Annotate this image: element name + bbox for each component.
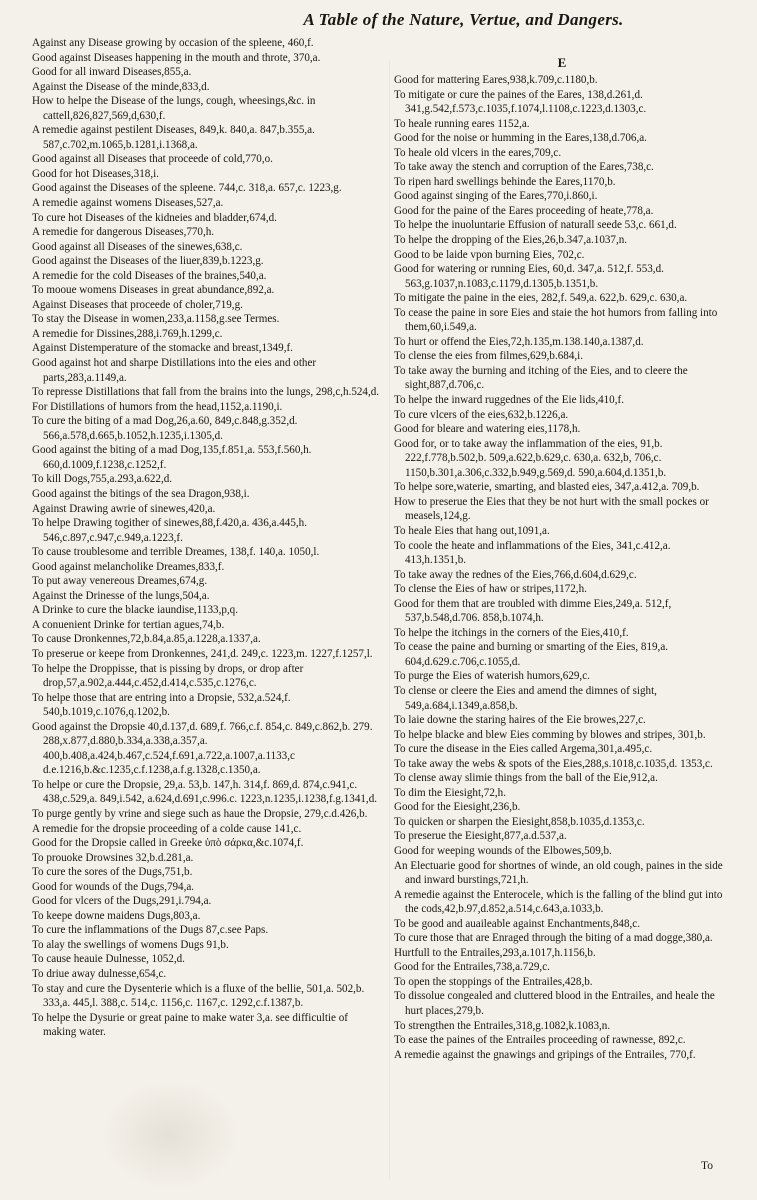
index-entry: To purge gently by vrine and siege such as haue the Dropsie, 279,c.d.426,b. [32, 807, 368, 820]
index-entry: To stay and cure the Dysenterie which is a fluxe of the bellie, 501,a. 502,b. 333,a. 445,l. 388,c. 514,c. 1156,c. 1167,c. 1292,c.f.1387,b. [32, 982, 365, 1010]
index-entry: Against the Disease of the minde,833,d. [32, 80, 210, 93]
index-entry: To helpe the itchings in the corners of the Eies,410,f. [394, 626, 629, 639]
index-entry: Against Diseases that proceede of choler,719,g. [32, 298, 243, 311]
page-stain [100, 1080, 240, 1190]
index-entry: Good for them that are troubled with dimme Eies,249,a. 512,f, 537,b.548,d.706. 858,b.1074,h. [394, 597, 672, 625]
index-entry: Good for bleare and watering eies,1178,h. [394, 423, 581, 436]
index-entry: Good against the Diseases of the spleene. 744,c. 318,a. 657,c. 1223,g. [32, 182, 342, 195]
index-entry: To keepe downe maidens Dugs,803,a. [32, 909, 201, 922]
index-entry: Good for the Entrailes,738,a.729,c. [394, 961, 550, 974]
index-entry: Good against the biting of a mad Dog,135,f.851,a. 553,f.560,h. 660,d.1009,f.1238,c.1252,f. [32, 444, 312, 471]
index-entry: Good for the Dropsie called in Greeke ὑπὸ σάρκα,&c.1074,f. [32, 837, 304, 850]
index-entry: To helpe those that are entring into a Dropsie, 532,a.524,f. 540,b.1019,c.1076,q.1202,b. [32, 691, 291, 719]
index-entry: To heale Eies that hang out,1091,a. [394, 524, 550, 537]
index-entry: Good for the noise or humming in the Eares,138,d.706,a. [394, 132, 647, 145]
index-entry: To cure the inflammations of the Dugs 87,c.see Paps. [32, 924, 269, 937]
index-entry: To cure the biting of a mad Dog,26,a.60, 849,c.848,g.352,d. 566,a.578,d.665,b.1052,h.1235,i.1305,d. [32, 415, 298, 442]
index-entry: Good against singing of the Eares,770,i.860,i. [394, 190, 598, 203]
index-entry: To preserue or keepe from Dronkennes, 241,d. 249,c. 1223,m. 1227,f.1257,l. [32, 647, 373, 660]
index-entry: To mitigate or cure the paines of the Eares, 138,d.261,d. 341,g.542,f.573,c.1035,f.1074,l.1108,c.1223,d.1303,c. [394, 88, 647, 116]
index-entry: To clense the Eies of haw or stripes,1172,h. [394, 583, 587, 596]
index-entry: Good against the Diseases of the liuer,839,b.1223,g. [32, 255, 264, 268]
index-entry: To coole the heate and inflammations of the Eies, 341,c.412,a. 413,h.1351,b. [394, 539, 671, 567]
index-entry: Good to be laide vpon burning Eies, 702,c. [394, 248, 585, 261]
index-entry: Good for weeping wounds of the Elbowes,509,b. [394, 844, 612, 857]
left-column [32, 36, 384, 1182]
catchword: To [701, 1160, 713, 1172]
index-entry: To helpe the inward ruggednes of the Eie lids,410,f. [394, 394, 624, 407]
index-entry: To cause troublesome and terrible Dreames, 138,f. 140,a. 1050,l. [32, 546, 320, 559]
index-entry: To driue away dulnesse,654,c. [32, 968, 167, 980]
index-entry: To cause Dronkennes,72,b.84,a.85,a.1228,a.1337,a. [32, 633, 261, 646]
index-entry: To ease the paines of the Entrailes proceeding of rawnesse, 892,c. [394, 1034, 686, 1047]
index-entry: Good for the Eiesight,236,b. [394, 801, 521, 814]
index-entry: To put away venereous Dreames,674,g. [32, 575, 208, 588]
index-entry: Good against the Dropsie 40,d.137,d. 689,f. 766,c.f. 854,c. 849,c.862,b. 279. 288,x.877,d.880,b.334,a.338,a.357,a. 400,b.408,a.424,b.467,c.524,f.691,a.722,a.1007,a.1133,c d.e.1216,b.&c.1235,c.f.1238,a.f.g.1328,c.1350,a. [32, 720, 373, 777]
index-entry: A remedie for dangerous Diseases,770,h. [32, 226, 215, 239]
index-entry: Good against Diseases happening in the mouth and throte, 370,a. [32, 51, 321, 64]
index-entry: Good for wounds of the Dugs,794,a. [32, 880, 195, 893]
index-entry: To helpe the Droppisse, that is pissing by drops, or drop after drop,57,a.902,a.444,c.452,d.414,c.535,c.1276,c. [32, 662, 304, 690]
index-entry: To purge the Eies of waterish humors,629,c. [394, 670, 590, 683]
index-entry: Good against the bitings of the sea Dragon,938,i. [32, 487, 250, 500]
index-entry: To represse Distillations that fall from the brains into the lungs, 298,c,h.524,d. [32, 386, 380, 399]
index-entry: To take away the rednes of the Eies,766,d.604,d.629,c. [394, 568, 637, 581]
index-entry: To hurt or offend the Eies,72,h.135,m.138.140,a.1387,d. [394, 335, 644, 348]
index-entry: To helpe Drawing togither of sinewes,88,f.420,a. 436,a.445,h. 546,c.897,c.947,c.949,a.1223,f. [32, 517, 307, 544]
index-entry: Good against all Diseases of the sinewes,638,c. [32, 240, 243, 253]
right-column [394, 56, 730, 1182]
index-entry: Good for hot Diseases,318,i. [32, 167, 159, 180]
index-entry: To prouoke Drowsines 32,b.d.281,a. [32, 851, 194, 864]
index-entry: To cure the disease in the Eies called Argema,301,a.495,c. [394, 743, 653, 756]
index-entry: To cease the paine and burning or smarting of the Eies, 819,a. 604,d.629.c.706,c.1055,d. [394, 641, 669, 668]
index-entry: To cease the paine in sore Eies and staie the hot humors from falling into them,60,i.549,a. [394, 306, 718, 334]
index-entry: To dissolue congealed and cluttered blood in the Entrailes, and heale the hurt places,279,b. [394, 990, 715, 1017]
index-entry: A remedie against the gnawings and gripings of the Entrailes, 770,f. [394, 1048, 696, 1061]
index-entry: To open the stoppings of the Entrailes,428,b. [394, 975, 593, 988]
index-entry: To preserue the Eiesight,877,a.d.537,a. [394, 830, 567, 843]
index-entry: Good for all inward Diseases,855,a. [32, 66, 192, 79]
index-entry: To take away the burning and itching of the Eies, and to cleere the sight,887,d.706,c. [394, 364, 688, 392]
index-entry: Good for, or to take away the inflammation of the eies, 91,b. 222,f.778,b.502,b. 509,a.622,b.629,c. 630,a. 632,b, 706,c. 1150,b.301,a.306,c.332,b.949,g.569,d. 590,a.604,d.1351,b. [394, 437, 667, 479]
index-entry: To strengthen the Entrailes,318,g.1082,k.1083,n. [394, 1019, 611, 1032]
section-letter: E [557, 56, 567, 70]
index-entry: To cure vlcers of the eies,632,b.1226,a. [394, 408, 569, 421]
index-entry: To dim the Eiesight,72,h. [394, 786, 506, 799]
index-entry: Good against all Diseases that proceede of cold,770,o. [32, 153, 273, 166]
index-entry: To ripen hard swellings behinde the Eares,1170,b. [394, 175, 616, 188]
index-entry: To heale old vlcers in the eares,709,c. [394, 146, 562, 159]
index-entry: To cure those that are Enraged through the biting of a mad dogge,380,a. [394, 932, 713, 945]
index-entry: To take away the webs & spots of the Eies,288,s.1018,c.1035,d. 1353,c. [394, 757, 713, 770]
index-entry: Good for mattering Eares,938,k.709,c.1180,b. [394, 74, 598, 86]
index-entry: To clense or cleere the Eies and amend the dimnes of sight, 549,a.684,i.1349,a.858,b. [394, 684, 657, 712]
index-entry: To cure hot Diseases of the kidneies and bladder,674,d. [32, 211, 277, 224]
index-entry: Good against hot and sharpe Distillations into the eies and other parts,283,a.1149,a. [32, 357, 317, 384]
index-entry: Good for the paine of the Eares proceeding of heate,778,a. [394, 204, 654, 217]
index-entry: To kill Dogs,755,a.293,a.622,d. [32, 473, 173, 486]
index-entry: To helpe the Dysurie or great paine to make water 3,a. see difficultie of making water. [32, 1011, 348, 1039]
index-entry: A Drinke to cure the blacke iaundise,1133,p,q. [32, 604, 238, 617]
index-entry: To cure the sores of the Dugs,751,b. [32, 866, 193, 879]
column-gutter [389, 60, 390, 1180]
index-entry: For Distillations of humors from the head,1152,a.1190,i. [32, 400, 283, 413]
index-entry: A remedie for the dropsie proceeding of a colde cause 141,c. [32, 822, 302, 835]
index-entry: A remedie for the cold Diseases of the braines,540,a. [32, 269, 267, 282]
index-entry: To quicken or sharpen the Eiesight,858,b.1035,d.1353,c. [394, 815, 645, 828]
index-entry: Against the Drinesse of the lungs,504,a. [32, 589, 210, 602]
index-entry: A remedie against the Enterocele, which is the falling of the blind gut into the cods,42,b.97,d.852,a.514,c.643,a.1033,b. [394, 888, 723, 916]
index-entry: A conuenient Drinke for tertian agues,74,b. [32, 618, 225, 631]
index-entry: Good for vlcers of the Dugs,291,i.794,a. [32, 895, 212, 908]
page-title: A Table of the Nature, Vertue, and Dangers. [303, 10, 624, 29]
index-entry: Good against melancholike Dreames,833,f. [32, 560, 225, 573]
index-entry: To alay the swellings of womens Dugs 91,b. [32, 938, 229, 951]
index-entry: How to helpe the Disease of the lungs, cough, wheesings,&c. in cattell,826,827,569,d,630,f. [32, 95, 316, 122]
index-entry: To helpe the inuoluntarie Effusion of naturall seede 53,c. 661,d. [394, 219, 677, 232]
index-entry: Against any Disease growing by occasion of the spleene, 460,f. [32, 37, 314, 49]
index-entry: A remedie against womens Diseases,527,a. [32, 197, 224, 210]
index-entry: How to preserue the Eies that they be not hurt with the small pockes or measels,124,g. [394, 495, 709, 523]
index-entry: To clense away slimie things from the ball of the Eie,912,a. [394, 772, 658, 785]
index-entry: To clense the eies from filmes,629,b.684,i. [394, 350, 584, 363]
index-entry: Good for watering or running Eies, 60,d. 347,a. 512,f. 553,d. 563,g.1037,n.1083,c.1179,d.1305,b.1351,b. [394, 263, 664, 290]
index-entry: An Electuarie good for shortnes of winde, an old cough, paines in the side and inward burstings,721,h. [394, 859, 723, 887]
index-entry: To cause heauie Dulnesse, 1052,d. [32, 953, 185, 966]
index-entry: To helpe sore,waterie, smarting, and blasted eies, 347,a.412,a. 709,b. [394, 481, 700, 494]
index-entry: To helpe blacke and blew Eies comming by blowes and stripes, 301,b. [394, 728, 706, 741]
index-entry: Against Drawing awrie of sinewes,420,a. [32, 502, 216, 515]
index-entry: Hurtfull to the Entrailes,293,a.1017,h.1156,b. [394, 946, 596, 959]
page-header [0, 10, 757, 30]
index-entry: To mooue womens Diseases in great abundance,892,a. [32, 284, 275, 297]
index-entry: To laie downe the staring haires of the Eie browes,227,c. [394, 714, 646, 727]
index-entry: To mitigate the paine in the eies, 282,f. 549,a. 622,b. 629,c. 630,a. [394, 292, 688, 305]
index-entry: To helpe or cure the Dropsie, 29,a. 53,b. 147,h. 314,f. 869,d. 874,c.941,c. 438,c.529,a. 849,i.542, a.624,d.691,c.996.c. 1223,n.1235,i.1238,f.g.1341,d. [32, 778, 378, 806]
index-entry: To take away the stench and corruption of the Eares,738,c. [394, 161, 654, 174]
index-entry: A remedie against pestilent Diseases, 849,k. 840,a. 847,b.355,a. 587,c.702,m.1065,b.1281,i.1368,a. [32, 124, 315, 151]
index-entry: To stay the Disease in women,233,a.1158,g.see Termes. [32, 313, 280, 326]
index-entry: Against Distemperature of the stomacke and breast,1349,f. [32, 342, 293, 355]
index-entry: To heale running eares 1152,a. [394, 117, 530, 130]
index-entry: To be good and auaileable against Enchantments,848,c. [394, 917, 640, 930]
index-entry: To helpe the dropping of the Eies,26,b.347,a.1037,n. [394, 234, 628, 247]
index-entry: A remedie for Dissines,288,i.769,h.1299,c. [32, 327, 223, 340]
